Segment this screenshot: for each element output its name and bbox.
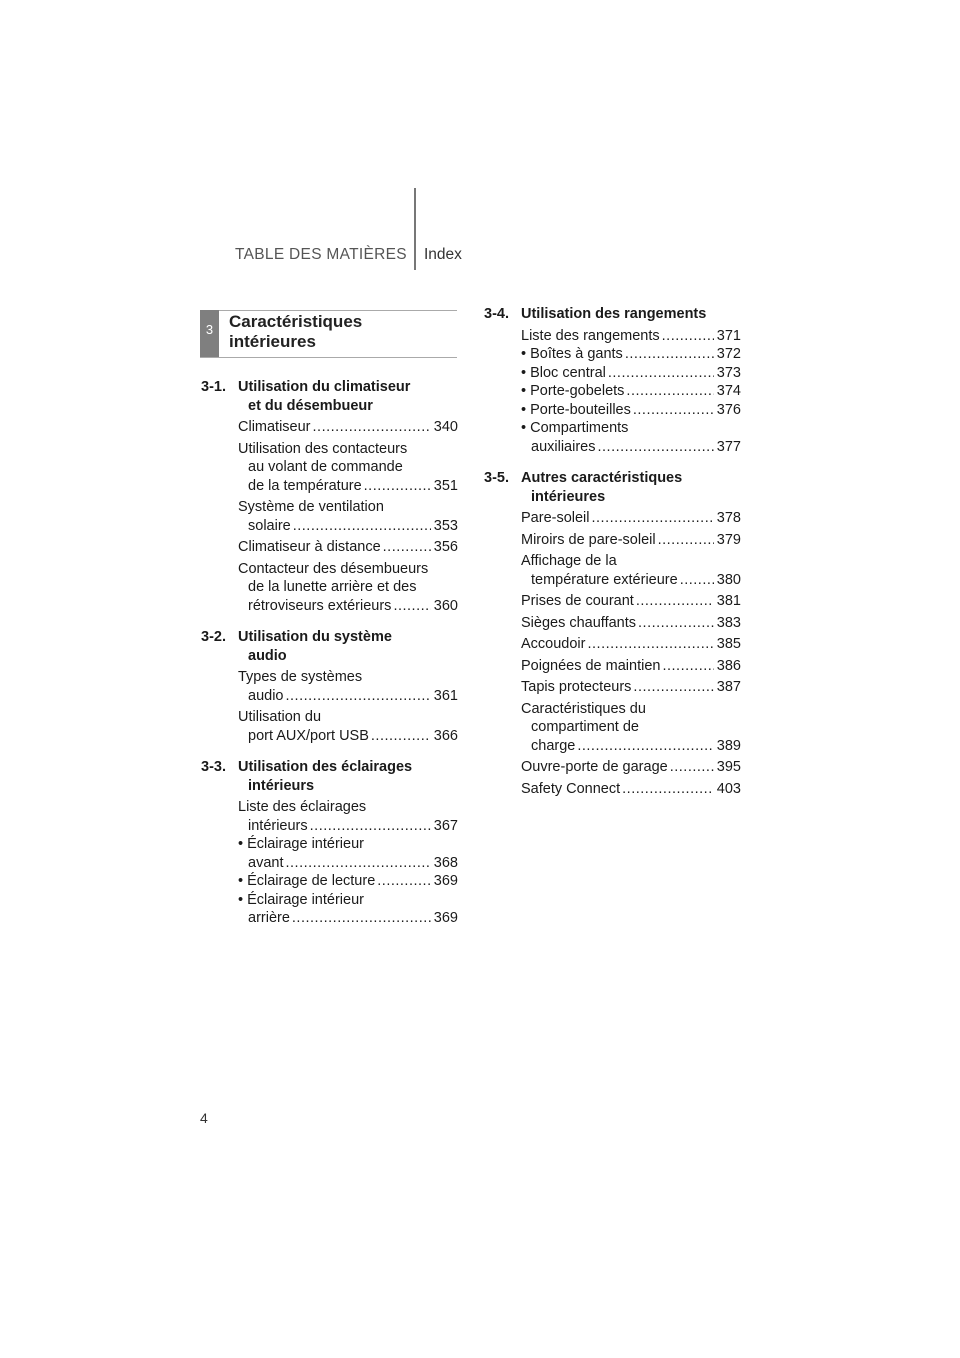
toc-entry-page: 374 bbox=[716, 383, 741, 399]
toc-group-title-line: Utilisation du système bbox=[238, 629, 392, 645]
toc-group-title bbox=[521, 305, 741, 324]
toc-entry-text: Ouvre-porte de garage bbox=[521, 759, 668, 775]
toc-entry-line bbox=[238, 687, 458, 706]
toc-entry-text: rétroviseurs extérieurs bbox=[248, 597, 392, 614]
index-link[interactable]: Index bbox=[424, 246, 462, 263]
toc-group-number: 3-5. bbox=[484, 470, 509, 486]
toc-entry-line bbox=[521, 758, 741, 777]
toc-group-heading bbox=[484, 305, 741, 324]
toc-entry-text: Prises de courant bbox=[521, 593, 634, 609]
toc-entry-leader bbox=[608, 364, 714, 383]
toc-group-title-line: intérieurs bbox=[248, 777, 315, 794]
toc-entry-page: 385 bbox=[716, 636, 741, 652]
toc-entry-line bbox=[521, 438, 741, 457]
toc-group-number: 3-3. bbox=[201, 759, 226, 775]
toc-group bbox=[484, 469, 741, 798]
toc-entry-line bbox=[521, 531, 741, 550]
toc-entry[interactable] bbox=[521, 635, 741, 654]
toc-entry-text: Safety Connect bbox=[521, 780, 621, 797]
toc-entry-leader bbox=[285, 854, 430, 873]
toc-group bbox=[201, 378, 458, 615]
toc-group-heading bbox=[201, 628, 458, 665]
toc-entry-line: • Compartiments bbox=[521, 420, 629, 436]
toc-entry-text: port AUX/port USB bbox=[248, 727, 369, 744]
toc-entry[interactable] bbox=[238, 498, 458, 535]
toc-entry-line: Contacteur des désembueurs bbox=[238, 560, 429, 577]
toc-entry-leader bbox=[670, 758, 714, 777]
toc-entry-text: audio bbox=[248, 687, 284, 704]
toc-entry[interactable] bbox=[521, 364, 741, 383]
toc-group-heading bbox=[484, 469, 741, 506]
toc-entry-line bbox=[521, 780, 741, 799]
section-header bbox=[200, 310, 457, 358]
toc-entry-text: auxiliaires bbox=[531, 438, 596, 455]
toc-entry-line bbox=[521, 327, 741, 346]
toc-entry-line bbox=[238, 538, 458, 557]
toc-entry-leader bbox=[658, 531, 714, 550]
toc-entry[interactable] bbox=[521, 592, 741, 611]
toc-entry-leader bbox=[383, 538, 431, 557]
toc-entry[interactable] bbox=[521, 382, 741, 401]
toc-entry-line bbox=[238, 909, 458, 928]
toc-entry-line bbox=[521, 657, 741, 676]
toc-entry[interactable] bbox=[238, 560, 458, 616]
toc-entry-leader bbox=[393, 597, 430, 616]
toc-entry-line bbox=[521, 364, 741, 383]
toc-entry[interactable] bbox=[238, 708, 458, 745]
toc-entry[interactable] bbox=[521, 657, 741, 676]
section-title bbox=[229, 312, 449, 352]
toc-entry-line bbox=[238, 597, 458, 616]
section-title-line-1: Caractéristiques bbox=[229, 312, 363, 331]
toc-entry-page: 386 bbox=[716, 657, 741, 674]
toc-entry-text: Poignées de maintien bbox=[521, 657, 661, 674]
toc-entry-page: 361 bbox=[433, 687, 458, 704]
toc-group-title-line: Utilisation des éclairages bbox=[238, 759, 413, 775]
toc-entry-leader bbox=[285, 687, 430, 706]
toc-entry-line bbox=[238, 817, 458, 836]
toc-entry-page: 366 bbox=[433, 727, 458, 744]
toc-entry-line bbox=[238, 418, 458, 437]
toc-entry-line bbox=[238, 872, 458, 891]
section-number-tab: 3 bbox=[200, 310, 219, 358]
toc-group-title bbox=[238, 628, 458, 665]
toc-entry-text: Climatiseur bbox=[238, 419, 311, 435]
toc-entry-line: de la lunette arrière et des bbox=[248, 579, 417, 595]
toc-entry-page: 373 bbox=[716, 364, 741, 381]
toc-entry[interactable] bbox=[521, 509, 741, 528]
toc-entry[interactable] bbox=[521, 758, 741, 777]
toc-entry[interactable] bbox=[238, 440, 458, 496]
toc-entry-line bbox=[238, 517, 458, 536]
toc-group-title bbox=[238, 758, 458, 795]
toc-entry-line: Caractéristiques du bbox=[521, 700, 646, 717]
toc-group-title-line: et du désembueur bbox=[248, 397, 373, 414]
toc-entry-line bbox=[521, 571, 741, 590]
section-rule-top bbox=[219, 310, 457, 311]
toc-entry-page: 371 bbox=[716, 327, 741, 344]
toc-group-title-line: audio bbox=[248, 647, 287, 664]
toc-group bbox=[201, 628, 458, 745]
toc-entry-text: Miroirs de pare-soleil bbox=[521, 531, 656, 548]
toc-entries bbox=[484, 509, 741, 798]
toc-entries bbox=[201, 668, 458, 745]
toc-group-number: 3-1. bbox=[201, 379, 226, 395]
toc-entry[interactable] bbox=[521, 700, 741, 756]
toc-link[interactable]: TABLE DES MATIÈRES bbox=[235, 246, 407, 263]
toc-entry-line bbox=[238, 727, 458, 746]
toc-entry-text: avant bbox=[248, 854, 284, 871]
toc-entry-text: de la température bbox=[248, 477, 362, 494]
toc-entry-leader bbox=[638, 614, 714, 633]
toc-entry[interactable] bbox=[521, 780, 741, 799]
toc-entry-leader bbox=[622, 780, 714, 799]
toc-entry[interactable] bbox=[238, 668, 458, 705]
toc-entry-leader bbox=[293, 517, 431, 536]
toc-entry[interactable] bbox=[238, 835, 458, 872]
toc-entry-line bbox=[521, 401, 741, 420]
toc-entry[interactable] bbox=[521, 531, 741, 550]
toc-entry-line bbox=[521, 345, 741, 364]
toc-entry[interactable] bbox=[521, 614, 741, 633]
toc-entry-line: Utilisation des contacteurs bbox=[238, 440, 408, 457]
toc-entry-line bbox=[521, 509, 741, 528]
toc-group-heading bbox=[201, 378, 458, 415]
toc-entry-text: Liste des rangements bbox=[521, 327, 660, 344]
toc-group-title-line: intérieures bbox=[531, 488, 606, 505]
toc-entry-page: 379 bbox=[716, 531, 741, 548]
toc-entry-line bbox=[238, 477, 458, 496]
toc-entry-page: 383 bbox=[716, 614, 741, 631]
toc-entry-line: Système de ventilation bbox=[238, 499, 384, 515]
toc-entry-leader bbox=[313, 418, 431, 437]
toc-entry-line: • Éclairage intérieur bbox=[238, 891, 364, 908]
toc-entry-leader bbox=[292, 909, 431, 928]
toc-entry-leader bbox=[592, 509, 714, 528]
toc-entry[interactable] bbox=[521, 678, 741, 697]
toc-entry-page: 369 bbox=[433, 910, 458, 926]
toc-entry-page: 356 bbox=[433, 539, 458, 555]
toc-entry-page: 380 bbox=[716, 571, 741, 588]
toc-entry-text: arrière bbox=[248, 910, 290, 926]
toc-entry-page: 376 bbox=[716, 401, 741, 418]
toc-entry-text: • Éclairage de lecture bbox=[238, 873, 376, 889]
toc-entry[interactable] bbox=[238, 418, 458, 437]
toc-entry-page: 372 bbox=[716, 346, 741, 362]
toc-entry-text: température extérieure bbox=[531, 571, 678, 588]
toc-entry-line: compartiment de bbox=[531, 719, 639, 735]
toc-entry-leader bbox=[636, 592, 714, 611]
toc-entry-leader bbox=[377, 872, 431, 891]
toc-group-number: 3-2. bbox=[201, 629, 226, 645]
toc-entry[interactable] bbox=[521, 327, 741, 346]
toc-entry-line bbox=[521, 614, 741, 633]
toc-entry-line: au volant de commande bbox=[248, 459, 403, 475]
toc-entry-leader bbox=[310, 817, 431, 836]
toc-group-number: 3-4. bbox=[484, 306, 509, 322]
toc-entry-leader bbox=[597, 438, 713, 457]
section-rule-bottom bbox=[200, 357, 457, 358]
toc-group-title-line: Autres caractéristiques bbox=[521, 470, 683, 486]
toc-entry-text: Pare-soleil bbox=[521, 510, 590, 526]
toc-entry-leader bbox=[577, 737, 713, 756]
toc-entry-leader bbox=[587, 635, 713, 654]
toc-column-right bbox=[484, 305, 741, 811]
toc-entry-text: charge bbox=[531, 737, 576, 754]
toc-entry-page: 351 bbox=[433, 477, 458, 494]
toc-entry-text: Sièges chauffants bbox=[521, 614, 637, 631]
toc-entry-page: 395 bbox=[716, 759, 741, 775]
toc-group-title bbox=[238, 378, 458, 415]
toc-entry-line bbox=[521, 678, 741, 697]
toc-entry-text: Climatiseur à distance bbox=[238, 539, 381, 555]
toc-entry-text: • Porte-bouteilles bbox=[521, 401, 631, 418]
toc-entry-line bbox=[521, 382, 741, 401]
toc-entry-text: • Porte-gobelets bbox=[521, 383, 625, 399]
toc-entry-leader bbox=[371, 727, 431, 746]
toc-entry-leader bbox=[633, 401, 714, 420]
toc-entries bbox=[484, 327, 741, 457]
toc-entry-line bbox=[238, 854, 458, 873]
toc-entry-leader bbox=[364, 477, 431, 496]
toc-entry[interactable] bbox=[521, 401, 741, 420]
toc-entry-leader bbox=[625, 345, 714, 364]
toc-entry[interactable] bbox=[521, 552, 741, 589]
toc-entry-page: 360 bbox=[433, 597, 458, 614]
toc-entry-page: 340 bbox=[433, 419, 458, 435]
toc-group-title-line: Utilisation du climatiseur bbox=[238, 379, 411, 395]
toc-entry-page: 368 bbox=[433, 854, 458, 871]
toc-entry-line: • Éclairage intérieur bbox=[238, 836, 364, 852]
toc-entry-page: 389 bbox=[716, 737, 741, 754]
toc-group-title bbox=[521, 469, 741, 506]
toc-group-title-line: Utilisation des rangements bbox=[521, 306, 707, 322]
toc-entry-text: intérieurs bbox=[248, 817, 308, 834]
toc-entry-line bbox=[521, 737, 741, 756]
toc-group bbox=[201, 758, 458, 928]
toc-column-left bbox=[201, 378, 458, 941]
toc-entry-page: 377 bbox=[716, 438, 741, 455]
toc-entry-leader bbox=[680, 571, 714, 590]
toc-entry[interactable] bbox=[238, 872, 458, 891]
nav-divider bbox=[414, 188, 416, 270]
toc-entry-line bbox=[521, 635, 741, 654]
toc-entry-page: 367 bbox=[433, 817, 458, 834]
toc-entry-page: 403 bbox=[716, 780, 741, 797]
toc-group-heading bbox=[201, 758, 458, 795]
toc-entry[interactable] bbox=[238, 538, 458, 557]
toc-entry[interactable] bbox=[521, 345, 741, 364]
toc-entry[interactable] bbox=[238, 891, 458, 928]
toc-entry-page: 378 bbox=[716, 510, 741, 526]
toc-entry-line: Affichage de la bbox=[521, 553, 617, 569]
toc-entry[interactable] bbox=[238, 798, 458, 835]
toc-entry-line: Liste des éclairages bbox=[238, 799, 367, 815]
section-title-line-2: intérieures bbox=[229, 332, 316, 351]
toc-entry-line: Utilisation du bbox=[238, 709, 322, 725]
toc-entry-text: solaire bbox=[248, 517, 291, 534]
toc-entry-leader bbox=[633, 678, 713, 697]
toc-entry-leader bbox=[626, 382, 713, 401]
toc-entries bbox=[201, 798, 458, 928]
toc-entry-text: Accoudoir bbox=[521, 636, 586, 652]
toc-entry-page: 381 bbox=[716, 593, 741, 609]
toc-entry-page: 387 bbox=[716, 679, 741, 695]
toc-entry-page: 353 bbox=[433, 517, 458, 534]
toc-entry-leader bbox=[662, 327, 714, 346]
page-number: 4 bbox=[200, 1110, 208, 1126]
toc-entry-line bbox=[521, 592, 741, 611]
toc-entries bbox=[201, 418, 458, 615]
toc-entry-text: Tapis protecteurs bbox=[521, 679, 632, 695]
toc-entry[interactable] bbox=[521, 419, 741, 456]
toc-entry-text: • Bloc central bbox=[521, 364, 606, 381]
toc-group bbox=[484, 305, 741, 456]
toc-entry-text: • Boîtes à gants bbox=[521, 346, 623, 362]
toc-entry-leader bbox=[662, 657, 713, 676]
toc-entry-line: Types de systèmes bbox=[238, 669, 363, 685]
toc-entry-page: 369 bbox=[433, 873, 458, 889]
